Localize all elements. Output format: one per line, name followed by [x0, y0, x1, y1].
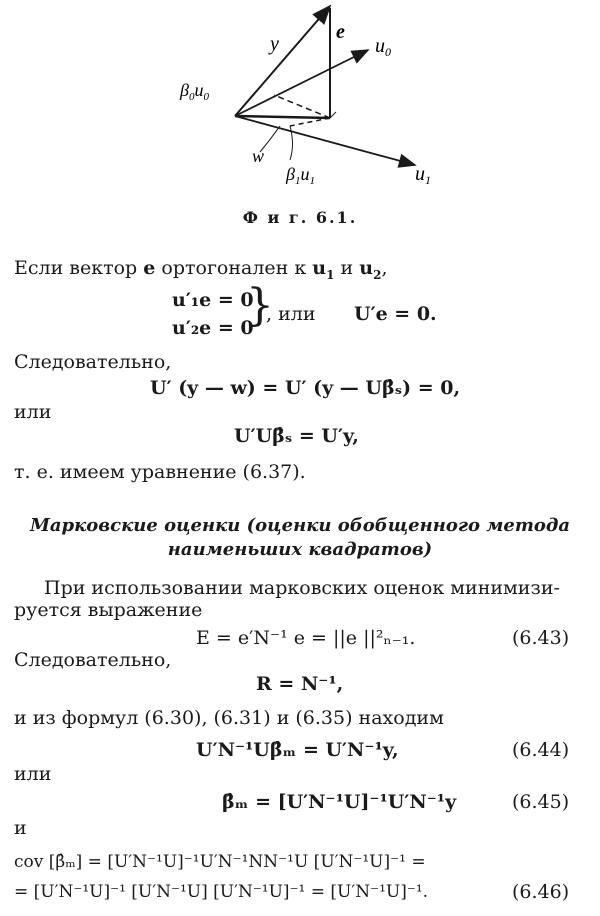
- system-eq-2: u′₂e = 0: [172, 317, 254, 339]
- vector-w: [235, 116, 330, 118]
- figure-caption: Ф и г. 6.1.: [242, 208, 358, 227]
- label-e: e: [336, 21, 345, 43]
- text-hence-1: Следовательно,: [14, 351, 172, 373]
- equation-a: U′ (y — w) = U′ (y — Uβ̂ₛ) = 0,: [150, 377, 461, 399]
- label-u0: $u_0$: [375, 35, 391, 59]
- para-line-2: руется выражение: [14, 599, 203, 621]
- system-brace: }: [246, 280, 274, 331]
- equation-b: U′Uβ̂ₛ = U′y,: [234, 425, 359, 447]
- text-from-formulas: и из формул (6.30), (6.31) и (6.35) находим: [14, 707, 444, 729]
- label-beta1u1: $\beta_1u_1$: [286, 164, 315, 187]
- eqnum-6-43: (6.43): [512, 627, 570, 649]
- para-line-1: При использовании марковских оценок минимизи-: [44, 577, 560, 599]
- label-u1: $u_1$: [415, 163, 431, 187]
- equation-6-46-b: = [U′N⁻¹U]⁻¹ [U′N⁻¹U] [U′N⁻¹U]⁻¹ = [U′N⁻¹U]⁻¹.: [14, 882, 429, 902]
- equation-R: R = N⁻¹,: [256, 673, 344, 695]
- label-beta0u0: $\beta_0u_0$: [180, 80, 209, 103]
- text-and: и: [14, 817, 27, 839]
- system-result: U′e = 0.: [354, 303, 437, 325]
- equation-6-43: E = e′N⁻¹ e = ||e ||²ₙ₋₁.: [196, 627, 416, 649]
- text-or-1: или: [14, 401, 52, 423]
- label-y: y: [270, 33, 279, 55]
- label-w: w: [252, 146, 265, 166]
- dashed-proj-2: [290, 118, 330, 126]
- system-or: , или: [266, 303, 316, 325]
- eqnum-6-46: (6.46): [512, 881, 570, 903]
- equation-6-46-a: cov [β̂ₘ] = [U′N⁻¹U]⁻¹U′N⁻¹NN⁻¹U [U′N⁻¹U]⁻¹ =: [14, 852, 426, 872]
- text-ie: т. е. имеем уравнение (6.37).: [14, 461, 306, 483]
- text-line-1: Если вектор e ортогонален к $u_1$ и $u_2$,: [14, 257, 388, 282]
- vector-y: [235, 6, 330, 116]
- vector-diagram: [150, 0, 450, 200]
- equation-6-44: U′N⁻¹Uβ̂ₘ = U′N⁻¹y,: [196, 739, 399, 761]
- text-hence-2: Следовательно,: [14, 649, 172, 671]
- section-title-2: наименьших квадратов): [167, 539, 433, 560]
- eqnum-6-44: (6.44): [512, 739, 570, 761]
- system-eq-1: u′₁e = 0: [172, 289, 254, 311]
- eqnum-6-45: (6.45): [512, 791, 570, 813]
- section-title-1: Марковские оценки (оценки обобщенного метода: [29, 515, 571, 536]
- text-or-2: или: [14, 763, 52, 785]
- dashed-proj-1: [274, 95, 330, 118]
- equation-6-45: β̂ₘ = [U′N⁻¹U]⁻¹U′N⁻¹y: [222, 791, 457, 813]
